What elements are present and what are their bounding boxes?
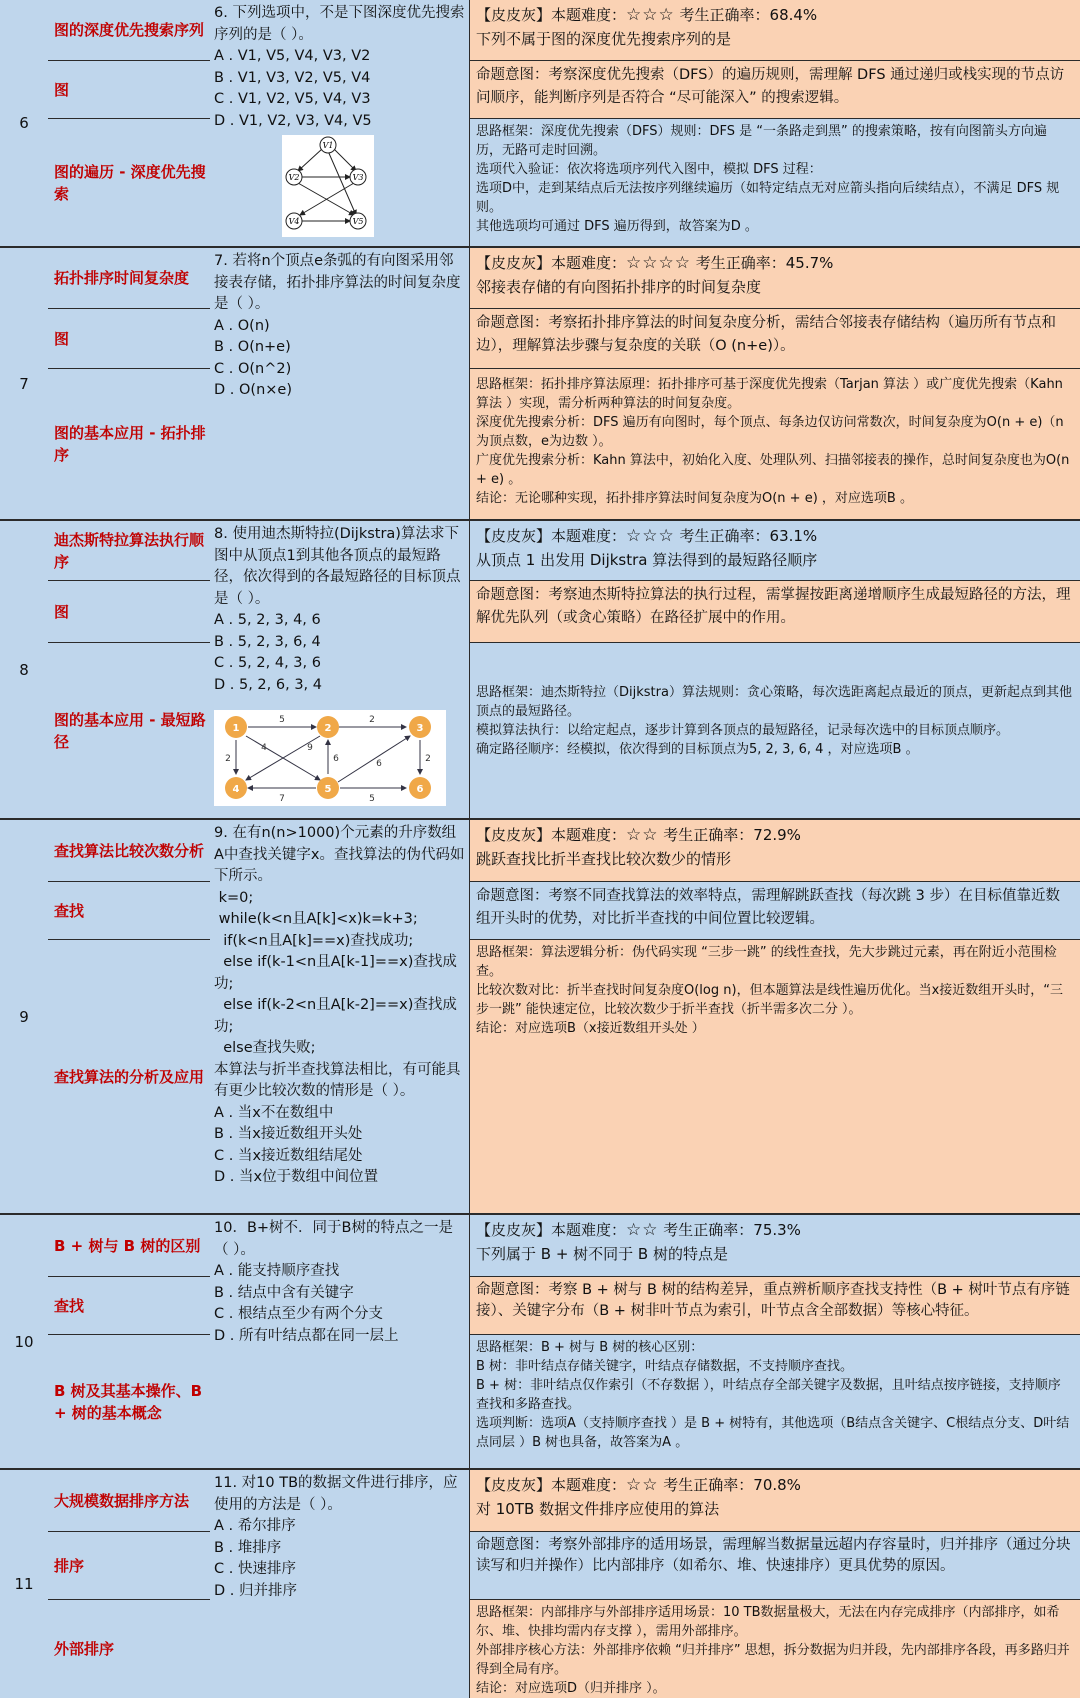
difficulty-prefix: 【皮皮灰】本题难度： [476, 1221, 627, 1239]
row-number: 6 [0, 0, 49, 246]
edge-weight: 6 [376, 759, 382, 769]
knowledge-tag: 图的遍历 - 深度优先搜索 [48, 119, 210, 246]
option-d: D . 归并排序 [214, 1582, 297, 1599]
node-label: 5 [324, 784, 332, 795]
option-c: C . O(n^2) [214, 360, 292, 377]
code-line: else查找失败; [214, 1040, 316, 1056]
option-a: A . V1, V5, V4, V3, V2 [214, 48, 371, 64]
table-row [0, 1215, 1080, 1470]
edge-weight: 2 [425, 754, 431, 764]
row-number: 9 [0, 820, 49, 1213]
question-summary: 邻接表存储的有向图拓扑排序的时间复杂度 [476, 278, 762, 296]
node-label: V5 [352, 217, 364, 226]
option-b: B . O(n+e) [214, 339, 291, 355]
chapter-tag: 查找 [48, 882, 210, 940]
question-stem: 10．B+树不．同于B树的特点之一是（ ）。 [214, 1220, 453, 1258]
directed-graph-figure [282, 135, 374, 237]
code-line: else if(k-2<n且A[k-2]==x)查找成功; [214, 997, 457, 1035]
intent-cell: 命题意图：考察迪杰斯特拉算法的执行过程，需掌握按距离递增顺序生成最短路径的方法，理解优先队列（或贪心策略）在路径扩展中的作用。 [470, 581, 1080, 643]
correct-rate: 考生正确率：75.3% [663, 1221, 801, 1239]
answer-column [470, 0, 1080, 246]
tag-column [48, 521, 211, 818]
analysis-cell [470, 1600, 1080, 1698]
knowledge-tag: 外部排序 [48, 1600, 210, 1698]
intent-cell: 命题意图：考察外部排序的适用场景，需理解当数据量远超内存容量时，归并排序（通过分块读写和归并操作）比内部排序（如希尔、堆、快速排序）更具优势的原因。 [470, 1532, 1080, 1600]
question-summary: 下列属于 B + 树不同于 B 树的特点是 [476, 1245, 728, 1263]
question-summary: 对 10TB 数据文件排序应使用的算法 [476, 1500, 720, 1518]
tag-column [48, 248, 211, 519]
intent-cell: 命题意图：考察拓扑排序算法的时间复杂度分析，需结合邻接表存储结构（遍历所有节点和边），理解算法步骤与复杂度的关联（O (n+e)）。 [470, 309, 1080, 369]
analysis-line: 思路框架：B + 树与 B 树的核心区别： [476, 1340, 704, 1355]
tag-column [48, 1215, 211, 1468]
node-label: 1 [232, 723, 240, 734]
option-a: A . O(n) [214, 317, 270, 334]
edge-weight: 7 [279, 794, 285, 804]
analysis-line: 确定路径顺序：经模拟，依次得到的目标顶点为5, 2, 3, 6, 4 ，对应选项B 。 [476, 742, 919, 757]
chapter-tag: 图 [48, 581, 210, 643]
analysis-line: 思路框架：深度优先搜索（DFS）规则：DFS 是 “一条路走到黑” 的搜索策略，按有向图箭头方向遍历，无路可走时回溯。 [476, 124, 1047, 158]
correct-rate: 考生正确率：45.7% [695, 254, 834, 272]
node-label: 3 [416, 723, 424, 734]
node-label: V2 [288, 173, 300, 182]
question-stem: 11. 对10 TB的数据文件进行排序，应使用的方法是（ ）。 [214, 1475, 458, 1513]
question-summary: 从顶点 1 出发用 Dijkstra 算法得到的最短路径顺序 [476, 551, 818, 569]
topic-tag: 拓扑排序时间复杂度 [48, 248, 210, 309]
option-d: D . V1, V2, V3, V4, V5 [214, 112, 372, 129]
analysis-line: 模拟算法执行：以给定起点，逐步计算到各顶点的最短路径，记录每次选中的目标顶点顺序。 [476, 723, 1010, 738]
analysis-cell [470, 940, 1080, 1213]
edge-weight: 2 [225, 754, 231, 764]
option-a: A . 当x不在数组中 [214, 1104, 334, 1121]
tag-column [48, 820, 211, 1213]
analysis-cell [470, 369, 1080, 519]
table-row [0, 820, 1080, 1215]
chapter-tag: 图 [48, 309, 210, 369]
analysis-line: 选项代入验证：依次将选项序列代入图中，模拟 DFS 过程： [476, 162, 822, 177]
code-line: if(k<n且A[k]==x)查找成功; [214, 932, 414, 949]
difficulty-prefix: 【皮皮灰】本题难度： [476, 6, 627, 24]
option-d: D . 所有叶结点都在同一层上 [214, 1327, 399, 1344]
tag-column [48, 1470, 211, 1698]
difficulty-stars: ☆☆ [626, 825, 659, 845]
edge-weight: 2 [369, 715, 375, 725]
question-summary: 跳跃查找比折半查找比较次数少的情形 [476, 850, 732, 868]
answer-column [470, 820, 1080, 1213]
analysis-cell [470, 643, 1080, 818]
question-cell [210, 248, 470, 519]
option-b: B . 结点中含有关键字 [214, 1284, 354, 1301]
chapter-tag: 图 [48, 61, 210, 119]
node-label: V4 [288, 217, 300, 226]
difficulty-prefix: 【皮皮灰】本题难度： [476, 527, 627, 545]
knowledge-tag: 图的基本应用 - 拓扑排序 [48, 369, 210, 519]
option-c: C . 快速排序 [214, 1561, 296, 1577]
node-label: V1 [322, 141, 334, 150]
answer-column [470, 1215, 1080, 1468]
option-a: A . 5, 2, 3, 4, 6 [214, 612, 321, 628]
difficulty-stars: ☆☆ [626, 1220, 659, 1240]
question-cell [210, 1215, 470, 1468]
difficulty-cell [470, 248, 1080, 309]
option-c: C . 当x接近数组结尾处 [214, 1147, 363, 1164]
analysis-line: 深度优先搜索分析：DFS 遍历有向图时，每个顶点、每条边仅访问常数次，时间复杂度为O(n + e)（n为顶点数，e为边数 ）。 [476, 415, 1064, 449]
analysis-line: 结论：无论哪种实现，拓扑排序算法时间复杂度为O(n + e) ，对应选项B 。 [476, 491, 913, 506]
difficulty-prefix: 【皮皮灰】本题难度： [476, 254, 627, 272]
edge-weight: 4 [261, 743, 267, 753]
topic-tag: 大规模数据排序方法 [48, 1470, 210, 1532]
analysis-line: 其他选项均可通过 DFS 遍历得到，故答案为D 。 [476, 219, 758, 234]
knowledge-tag: B 树及其基本操作、B + 树的基本概念 [48, 1335, 210, 1468]
option-c: C . 5, 2, 4, 3, 6 [214, 655, 321, 671]
correct-rate: 考生正确率：70.8% [663, 1476, 801, 1494]
correct-rate: 考生正确率：68.4% [679, 6, 818, 24]
weighted-graph-figure [214, 710, 446, 806]
option-b: B . V1, V3, V2, V5, V4 [214, 69, 371, 86]
question-prompt: 本算法与折半查找算法相比，有可能具有更少比较次数的情形是（ ）。 [214, 1061, 461, 1099]
question-cell [210, 521, 470, 818]
option-c: C . 根结点至少有两个分支 [214, 1306, 383, 1322]
table-row [0, 521, 1080, 820]
answer-column [470, 521, 1080, 818]
option-a: A . 希尔排序 [214, 1518, 296, 1534]
difficulty-cell [470, 521, 1080, 581]
difficulty-prefix: 【皮皮灰】本题难度： [476, 1476, 627, 1494]
analysis-line: 思路框架：拓扑排序算法原理：拓扑排序可基于深度优先搜索（Tarjan 算法 ）或广度优先搜索（Kahn 算法 ）实现，需分析两种算法的时间复杂度。 [476, 377, 1063, 411]
question-stem: 9. 在有n(n>1000)个元素的升序数组A中查找关键字x。查找算法的伪代码如下所示。 [214, 825, 465, 884]
analysis-line: 比较次数对比：折半查找时间复杂度O(log n)，但本题算法是线性遍历优化。当x接近数组开头时，“三步一跳” 能快速定位，比较次数少于折半查找（折半需多次二分 ）。 [476, 983, 1063, 1017]
code-line: k=0; [214, 889, 254, 906]
table-row [0, 1470, 1080, 1698]
analysis-line: 思路框架：迪杰斯特拉（Dijkstra）算法规则：贪心策略，每次选距离起点最近的顶点，更新起点到其他顶点的最短路径。 [476, 685, 1072, 719]
option-b: B . 堆排序 [214, 1539, 282, 1556]
difficulty-stars: ☆☆☆ [626, 526, 675, 546]
node-label: 4 [232, 784, 240, 795]
intent-cell: 命题意图：考察深度优先搜索（DFS）的遍历规则，需理解 DFS 通过递归或栈实现的节点访问顺序，能判断序列是否符合 “尽可能深入” 的搜索逻辑。 [470, 61, 1080, 119]
difficulty-stars: ☆☆☆ [626, 5, 675, 25]
analysis-cell [470, 119, 1080, 246]
option-c: C . V1, V2, V5, V4, V3 [214, 91, 371, 107]
intent-cell: 命题意图：考察不同查找算法的效率特点，需理解跳跃查找（每次跳 3 步）在目标值靠近数组开头时的优势，对比折半查找的中间位置比较逻辑。 [470, 882, 1080, 940]
option-b: B . 5, 2, 3, 6, 4 [214, 633, 321, 650]
node-label: V3 [352, 173, 364, 182]
analysis-cell [470, 1335, 1080, 1468]
knowledge-tag: 图的基本应用 - 最短路径 [48, 643, 210, 818]
row-number: 11 [0, 1470, 49, 1698]
row-number: 8 [0, 521, 49, 818]
correct-rate: 考生正确率：72.9% [663, 826, 801, 844]
analysis-line: 选项D中，走到某结点后无法按序列继续遍历（如特定结点无对应箭头指向后续结点），不满足 DFS 规则。 [476, 181, 1060, 215]
tag-column [48, 0, 211, 246]
node-label: 2 [324, 723, 332, 734]
code-line: while(k<n且A[k]<x)k=k+3; [214, 911, 418, 927]
difficulty-cell [470, 1470, 1080, 1532]
analysis-line: 思路框架：内部排序与外部排序适用场景：10 TB数据量极大，无法在内存完成排序（内部排序，如希尔、堆、快排均需内存支撑 ），需用外部排序。 [476, 1605, 1060, 1639]
row-number: 10 [0, 1215, 49, 1468]
analysis-line: 结论：对应选项B（x接近数组开头处 ） [476, 1021, 705, 1036]
option-b: B . 当x接近数组开头处 [214, 1126, 363, 1142]
topic-tag: 图的深度优先搜索序列 [48, 0, 210, 61]
chapter-tag: 查找 [48, 1277, 210, 1335]
topic-tag: 迪杰斯特拉算法执行顺序 [48, 521, 210, 581]
option-d: D . O(n×e) [214, 382, 292, 398]
question-cell [210, 820, 470, 1213]
analysis-line: 外部排序核心方法：外部排序依赖 “归并排序” 思想，拆分数据为归并段，先内部排序各段，再多路归并得到全局有序。 [476, 1643, 1070, 1677]
knowledge-tag: 查找算法的分析及应用 [48, 940, 210, 1213]
option-d: D . 5, 2, 6, 3, 4 [214, 676, 322, 693]
analysis-line: 思路框架：算法逻辑分析：伪代码实现 “三步一跳” 的线性查找，先大步跳过元素，再在附近小范围检查。 [476, 945, 1057, 979]
analysis-line: 结论：对应选项D（归并排序 ）。 [476, 1681, 666, 1696]
difficulty-prefix: 【皮皮灰】本题难度： [476, 826, 627, 844]
intent-cell: 命题意图：考察 B + 树与 B 树的结构差异，重点辨析顺序查找支持性（B + 树叶节点有序链接）、关键字分布（B + 树非叶节点为索引，叶节点含全部数据）等核心特征。 [470, 1277, 1080, 1335]
option-d: D . 当x位于数组中间位置 [214, 1169, 379, 1185]
analysis-line: B + 树：非叶结点仅作索引（不存数据 ），叶结点存全部关键字及数据，且叶结点按序链接，支持顺序查找和多路查找。 [476, 1378, 1061, 1412]
node-label: 6 [416, 784, 424, 795]
analysis-line: B 树：非叶结点存储关键字，叶结点存储数据，不支持顺序查找。 [476, 1359, 854, 1374]
analysis-line: 选项判断：选项A（支持顺序查找 ）是 B + 树特有，其他选项（B结点含关键字、C根结点分支、D叶结点同层 ）B 树也具备，故答案为A 。 [476, 1416, 1070, 1450]
difficulty-cell [470, 820, 1080, 882]
answer-column [470, 1470, 1080, 1698]
difficulty-stars: ☆☆ [626, 1475, 659, 1495]
row-number: 7 [0, 248, 49, 519]
edge-weight: 9 [307, 743, 313, 753]
topic-tag: 查找算法比较次数分析 [48, 820, 210, 882]
question-summary: 下列不属于图的深度优先搜索序列的是 [476, 30, 732, 48]
analysis-line: 广度优先搜索分析：Kahn 算法中，初始化入度、处理队列、扫描邻接表的操作，总时间复杂度也为O(n + e) 。 [476, 453, 1070, 487]
question-cell [210, 1470, 470, 1698]
answer-column [470, 248, 1080, 519]
table-row [0, 0, 1080, 248]
chapter-tag: 排序 [48, 1532, 210, 1600]
table-row [0, 248, 1080, 521]
code-line: else if(k-1<n且A[k-1]==x)查找成功; [214, 954, 457, 992]
question-stem: 7. 若将n个顶点e条弧的有向图采用邻接表存储，拓扑排序算法的时间复杂度是（ ）。 [214, 253, 461, 312]
edge-weight: 5 [369, 794, 375, 804]
edge-weight: 6 [333, 754, 339, 764]
difficulty-cell [470, 1215, 1080, 1277]
question-stem: 8. 使用迪杰斯特拉(Dijkstra)算法求下图中从顶点1到其他各顶点的最短路径，依次得到的各最短路径的目标顶点是（ ）。 [214, 526, 461, 607]
difficulty-stars: ☆☆☆☆ [626, 253, 691, 273]
question-cell [210, 0, 470, 246]
correct-rate: 考生正确率：63.1% [679, 527, 818, 545]
edge-weight: 5 [279, 715, 285, 725]
question-stem: 6. 下列选项中，不是下图深度优先搜索序列的是（ ）。 [214, 5, 465, 43]
topic-tag: B + 树与 B 树的区别 [48, 1215, 210, 1277]
option-a: A . 能支持顺序查找 [214, 1263, 340, 1279]
difficulty-cell [470, 0, 1080, 61]
